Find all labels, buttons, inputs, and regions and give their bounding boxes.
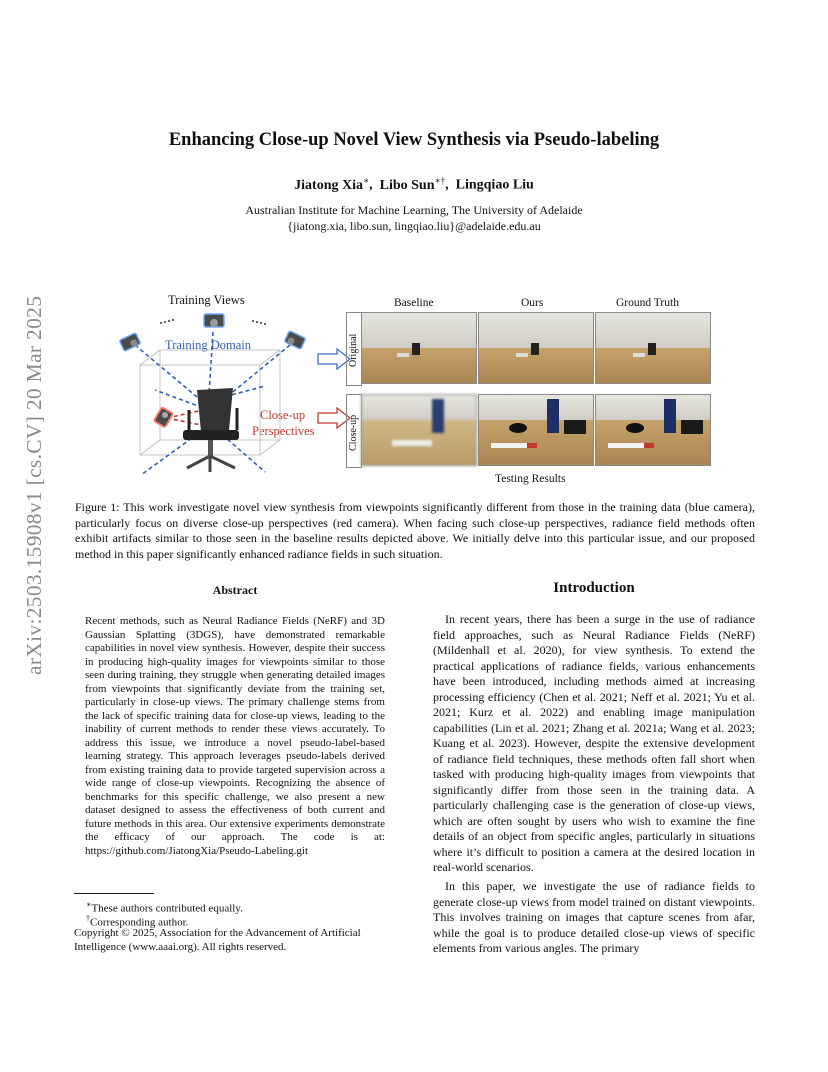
closeup-label-line1: Close-up: [260, 408, 306, 422]
training-domain-label: Training Domain: [165, 338, 251, 352]
panel-original-ground-truth: [595, 312, 711, 384]
footnote-rule: [74, 893, 154, 894]
figure-1: [105, 290, 725, 490]
paper-title: Enhancing Close-up Novel View Synthesis via Pseudo-labeling: [168, 130, 660, 150]
office-chair: [183, 388, 239, 472]
closeup-camera-icon: [154, 407, 173, 427]
testing-results-label: Testing Results: [495, 473, 566, 485]
row-label-box-original: [346, 312, 362, 386]
row-label-original: Original: [348, 333, 359, 367]
closeup-label-line2: Perspectives: [252, 424, 315, 438]
panel-original-baseline: [361, 312, 477, 384]
row-label-closeup: Close-up: [348, 414, 359, 451]
scene-schematic: [105, 290, 345, 490]
camera-icon-top: [204, 314, 224, 327]
author-2: Libo Sun∗†: [379, 175, 446, 193]
introduction-heading: Introduction: [553, 580, 635, 596]
author-1: Jiatong Xia∗: [294, 175, 370, 193]
author-emails: {jiatong.xia, libo.sun, lingqiao.liu}@adelaide.edu.au: [287, 219, 541, 233]
copyright-notice: Copyright © 2025, Association for the Advancement of Artificial Intelligence (www.aaai.org). All rights reserved.: [74, 927, 361, 953]
affiliation: Australian Institute for Machine Learning, The University of Adelaide: [245, 203, 583, 217]
panel-closeup-baseline: [361, 394, 477, 466]
introduction-paragraph-1: In recent years, there has been a surge in the use of radiance field approaches, such as Neural Radiance Fields (NeRF) (Mildenhall et al. 2020), for view synthesis. To extend the practical applications of radiance fields, various enhancements have been introduced, including methods aimed at increasing processing efficiency (Chen et al. 2021; Neff et al. 2021; Yu et al. 2021; Kurz et al. 2022) and enabling image manipulation capabilities (Lin et al. 2021; Zhang et al. 2021a; Wang et al. 2023; Kuang et al. 2023). However, despite the extensive development of radiance field techniques, these methods often fall short when tasked with producing high-quality images from viewpoints that significantly differ from those seen in the training data. A particularly challenging case is the generation of close-up views, which are often sought by users who wish to examine the fine details of an object from specific angles, particularly in situations where it’s difficult to position a camera at the desired location in real-world scenarios.: [433, 612, 755, 874]
figure-caption: Figure 1: This work investigate novel view synthesis from viewpoints significantly different from those in the training data (blue camera), particularly focus on diverse close-up perspectives (red camera). When facing such close-up perspectives, radiance field methods often exhibit artifacts similar to those seen in the baseline results depicted above. We initially delve into this particular issue, and our proposed method in this paper significantly enhanced radiance fields in such situation.: [75, 500, 755, 561]
column-header-baseline: Baseline: [394, 297, 434, 309]
footnote-equal: ∗These authors contributed equally.: [86, 900, 243, 915]
camera-icon-left: [119, 333, 140, 351]
author-list: Jiatong Xia∗, Libo Sun∗†, Lingqiao Liu: [294, 175, 534, 193]
column-header-ours: Ours: [521, 297, 544, 309]
introduction-paragraph-2: In this paper, we investigate the use of radiance fields to generate close-up views from model trained on distant viewpoints. This involves training on images that capture scenes from afar, while the goal is to produce detailed close-up views of specific elements from various angles. The primary: [433, 879, 755, 955]
column-header-ground-truth: Ground Truth: [616, 297, 679, 309]
author-3: Lingqiao Liu: [455, 177, 534, 193]
arxiv-stamp: arXiv:2503.15908v1 [cs.CV] 20 Mar 2025: [22, 295, 46, 675]
footnote-corresponding: †Corresponding author.: [86, 914, 189, 929]
abstract-heading: Abstract: [212, 583, 258, 597]
panel-original-ours: [478, 312, 594, 384]
abstract-text: Recent methods, such as Neural Radiance Fields (NeRF) and 3D Gaussian Splatting (3DGS), have demonstrated remarkable capabilities in novel view synthesis. However, despite their success in producing high-quality images for viewpoints similar to those seen during training, they struggle when generating detailed images from viewpoints that significantly deviate from the training set, particularly in close-up views. The primary challenge stems from the lack of specific training data for close-up views, leading to the inability of current methods to render these views accurately. To address this issue, we introduce a novel pseudo-label-based learning strategy. This approach leverages pseudo-labels derived from existing training data to provide targeted supervision across a wide range of close-up viewpoints. Recognizing the absence of benchmarks for this specific challenge, we also present a new dataset designed to assess the effectiveness of both current and future methods in this area. Our extensive experiments demonstrate the efficacy of our approach. The code is at: https://github.com/JiatongXia/Pseudo-Labeling.git: [85, 615, 385, 857]
panel-closeup-ours: [478, 394, 594, 466]
panel-closeup-ground-truth: [595, 394, 711, 466]
training-views-label: Training Views: [168, 293, 245, 307]
row-label-box-closeup: [346, 394, 362, 468]
